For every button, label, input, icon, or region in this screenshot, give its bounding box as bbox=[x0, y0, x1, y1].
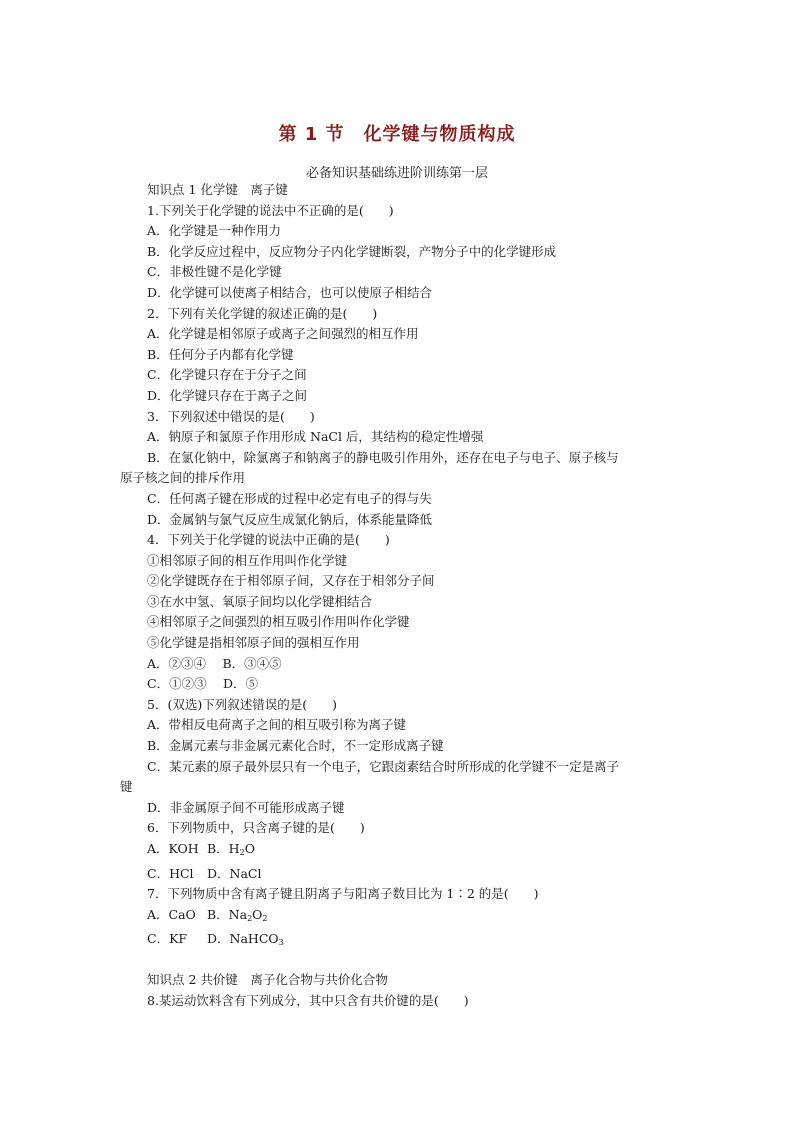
option-d: D．化学键只存在于离子之间 bbox=[147, 387, 308, 403]
section-heading: 知识点 2 共价键 离子化合物与共价化合物 bbox=[147, 971, 388, 987]
question-stem: 6．下列物质中，只含离子键的是( ) bbox=[147, 820, 365, 836]
option-c-continued: 键 bbox=[120, 779, 133, 795]
option-c: C．非极性键不是化学键 bbox=[147, 264, 282, 280]
option-a: A．KOH bbox=[147, 841, 199, 856]
option-d: D．NaHCO$_3$ bbox=[207, 931, 284, 948]
page-subtitle: 必备知识基础练进阶训练第一层 bbox=[305, 166, 488, 181]
options-c-d: C．①②③ D．⑤ bbox=[147, 676, 259, 692]
document-body bbox=[120, 180, 680, 1011]
options-a-b: A．②③④ B．③④⑤ bbox=[147, 655, 282, 671]
question-stem: 1.下列关于化学键的说法中不正确的是( ) bbox=[147, 202, 394, 218]
statement-1: ①相邻原子间的相互作用叫作化学键 bbox=[147, 552, 348, 568]
question-stem: 3．下列叙述中错误的是( ) bbox=[147, 408, 315, 424]
options-a-b bbox=[120, 839, 680, 864]
question-stem: 7．下列物质中含有离子键且阴离子与阳离子数目比为 1∶2 的是( ) bbox=[147, 886, 539, 902]
option-c: C．KF bbox=[147, 931, 188, 947]
option-b: B．金属元素与非金属元素化合时，不一定形成离子键 bbox=[147, 738, 444, 754]
option-c: C．化学键只存在于分子之间 bbox=[147, 367, 307, 383]
question-stem: 4．下列关于化学键的说法中正确的是( ) bbox=[147, 532, 390, 548]
option-c: C．HCl bbox=[147, 865, 194, 881]
option-b: B．$Na_2O_2$ bbox=[207, 906, 268, 923]
option-a: A．CaO bbox=[147, 906, 196, 922]
option-d: D．非金属原子间不可能形成离子键 bbox=[147, 799, 345, 815]
question-stem: 8.某运动饮料含有下列成分，其中只含有共价键的是( ) bbox=[147, 992, 469, 1008]
option-b-continued: 原子核之间的排斥作用 bbox=[120, 470, 246, 486]
option-a: A．化学键是相邻原子或离子之间强烈的相互作用 bbox=[147, 326, 419, 342]
option-d: D．化学键可以使离子相结合，也可以使原子相结合 bbox=[147, 284, 433, 300]
option-b: B．任何分子内都有化学键 bbox=[147, 346, 294, 362]
option-d: D．金属钠与氯气反应生成氯化钠后，体系能量降低 bbox=[147, 511, 433, 527]
options-a-b bbox=[120, 905, 680, 930]
option-b: B．$H_2O$ bbox=[207, 841, 255, 857]
option-c: C．任何离子键在形成的过程中必定有电子的得与失 bbox=[147, 490, 432, 506]
page-title: 第 1 节 化学键与物质构成 bbox=[278, 124, 516, 145]
option-c: C．某元素的原子最外层只有一个电子，它跟卤素结合时所形成的化学键不一定是离子 bbox=[147, 758, 620, 774]
option-a: A．钠原子和氯原子作用形成 NaCl 后，其结构的稳定性增强 bbox=[147, 429, 484, 445]
statement-4: ④相邻原子之间强烈的相互吸引作用叫作化学键 bbox=[147, 614, 410, 630]
option-d: D．NaCl bbox=[207, 865, 262, 881]
option-a: A．化学键是一种作用力 bbox=[147, 223, 282, 239]
option-b: B．在氯化钠中，除氯离子和钠离子的静电吸引作用外，还存在电子与电子、原子核与 bbox=[147, 449, 619, 465]
question-stem: 2．下列有关化学键的叙述正确的是( ) bbox=[147, 305, 378, 321]
statement-3: ③在水中氢、氧原子间均以化学键相结合 bbox=[147, 593, 373, 609]
statement-5: ⑤化学键是指相邻原子间的强相互作用 bbox=[147, 635, 360, 651]
option-b: B．化学反应过程中，反应物分子内化学键断裂，产物分子中的化学键形成 bbox=[147, 243, 557, 259]
section-heading: 知识点 1 化学键 离子键 bbox=[147, 182, 288, 197]
options-c-d bbox=[120, 929, 680, 954]
question-stem: 5．(双选)下列叙述错误的是( ) bbox=[147, 696, 337, 712]
spacer bbox=[120, 954, 680, 970]
options-c-d bbox=[120, 864, 680, 885]
statement-2: ②化学键既存在于相邻原子间，又存在于相邻分子间 bbox=[147, 573, 435, 589]
option-a: A．带相反电荷离子之间的相互吸引称为离子键 bbox=[147, 717, 407, 733]
